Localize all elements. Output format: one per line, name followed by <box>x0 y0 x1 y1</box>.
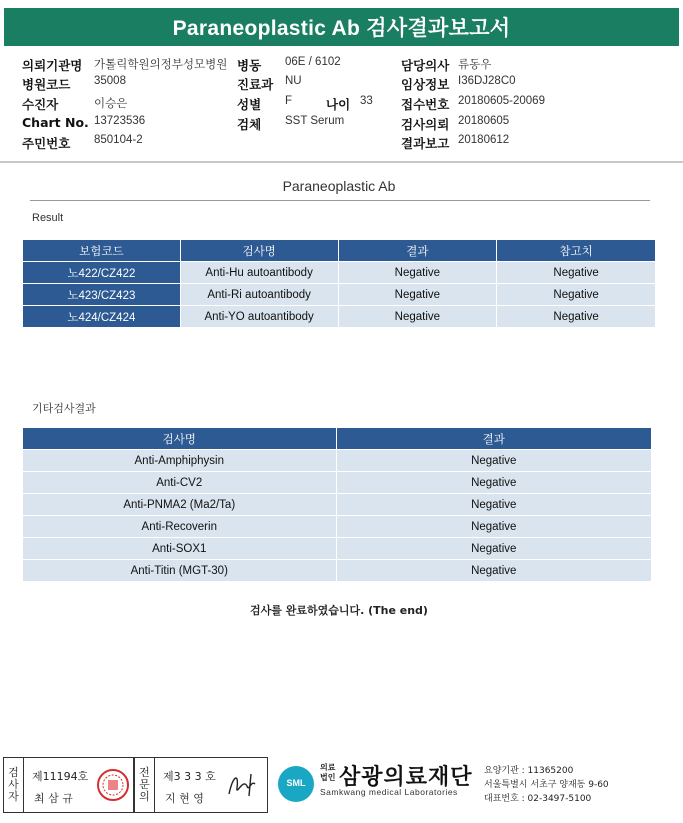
sex-value: F <box>285 95 293 107</box>
header-result: 결과 <box>336 428 651 450</box>
chart-value: 13723536 <box>94 115 146 127</box>
result-value: Negative <box>336 538 651 560</box>
specimen-label: 검체 <box>237 117 262 132</box>
other-results-label: 기타검사결과 <box>32 403 96 415</box>
tester-name: 최 삼 규 <box>34 792 73 805</box>
table-row <box>23 516 652 538</box>
org-address: 서울특별시 서초구 양재동 9-60 <box>484 780 609 790</box>
specialist-label: 전 문 의 <box>135 758 155 812</box>
test-name: Anti-Amphiphysin <box>23 450 337 472</box>
table-row <box>23 450 652 472</box>
tester-license: 제11194호 <box>32 770 89 783</box>
ward-value: 06E / 6102 <box>285 56 341 68</box>
table-row <box>23 494 652 516</box>
result-value: Negative <box>336 516 651 538</box>
hospital-value: 가톨릭학원의정부성모병원 <box>94 59 228 71</box>
clinical-value: I36DJ28C0 <box>458 75 516 87</box>
test-name: Anti-Titin (MGT-30) <box>23 560 337 582</box>
result-value: Negative <box>336 560 651 582</box>
id-value: 850104-2 <box>94 134 143 146</box>
result-value: Negative <box>336 450 651 472</box>
result-value: Negative <box>338 262 497 284</box>
reference-value: Negative <box>497 284 656 306</box>
org-code: 요양기관 : 11365200 <box>484 766 574 776</box>
result-value: Negative <box>336 494 651 516</box>
handwritten-signature-icon <box>225 766 263 804</box>
insurance-code: 노424/CZ424 <box>23 306 181 328</box>
patient-value: 이승은 <box>94 98 128 110</box>
dept-value: NU <box>285 75 302 87</box>
age-label: 나이 <box>326 97 351 112</box>
specialist-name: 지 현 영 <box>165 792 204 805</box>
test-name: Anti-YO autoantibody <box>180 306 338 328</box>
report-date-value: 20180612 <box>458 134 510 146</box>
tester-label: 검 사 자 <box>4 758 24 812</box>
test-name: Anti-PNMA2 (Ma2/Ta) <box>23 494 337 516</box>
result-value: Negative <box>338 306 497 328</box>
header-test-name: 검사명 <box>23 428 337 450</box>
report-title: Paraneoplastic Ab 검사결과보고서 <box>4 8 679 46</box>
header-insurance-code: 보험코드 <box>23 240 181 262</box>
table-row <box>23 538 652 560</box>
request-label: 검사의뢰 <box>401 117 450 132</box>
table-row <box>23 262 656 284</box>
org-type: 의료 법인 <box>320 763 336 782</box>
org-name-en: Samkwang medical Laboratories <box>320 787 458 797</box>
insurance-code: 노423/CZ423 <box>23 284 181 306</box>
table-row <box>23 560 652 582</box>
result-value: Negative <box>338 284 497 306</box>
code-value: 35008 <box>94 75 126 87</box>
receipt-value: 20180605-20069 <box>458 95 545 107</box>
patient-label: 수진자 <box>22 97 59 112</box>
specimen-value: SST Serum <box>285 115 345 127</box>
result-value: Negative <box>336 472 651 494</box>
specialist-signature-box <box>134 757 268 813</box>
test-name: Anti-Recoverin <box>23 516 337 538</box>
footer <box>0 754 683 819</box>
test-name: Anti-CV2 <box>23 472 337 494</box>
table-row <box>23 472 652 494</box>
header-result: 결과 <box>338 240 497 262</box>
clinical-label: 임상정보 <box>401 77 450 92</box>
org-name: 삼광의료재단 <box>339 765 473 790</box>
org-phone: 대표번호 : 02-3497-5100 <box>484 794 592 804</box>
hospital-label: 의뢰기관명 <box>22 58 83 73</box>
heading-rule <box>30 200 650 201</box>
other-results-table <box>22 427 652 582</box>
result-header-row <box>23 240 656 262</box>
header-test-name: 검사명 <box>180 240 338 262</box>
test-name: Anti-Hu autoantibody <box>180 262 338 284</box>
seal-stamp-icon <box>96 768 130 802</box>
reference-value: Negative <box>497 306 656 328</box>
result-table <box>22 239 656 328</box>
specialist-license: 제3 3 3 호 <box>163 770 216 783</box>
request-value: 20180605 <box>458 115 510 127</box>
report-heading: Paraneoplastic Ab <box>282 178 396 194</box>
sex-label: 성별 <box>237 97 262 112</box>
report-date-label: 결과보고 <box>401 136 450 151</box>
code-label: 병원코드 <box>22 77 71 92</box>
doctor-value: 류동우 <box>458 59 492 71</box>
result-label: Result <box>32 212 64 224</box>
sml-logo-icon: SML <box>278 766 314 802</box>
patient-info <box>0 52 683 157</box>
age-value: 33 <box>360 95 373 107</box>
tester-signature-box <box>3 757 134 813</box>
ward-label: 병동 <box>237 58 262 73</box>
end-note: 검사를 완료하였습니다. (The end) <box>250 604 428 617</box>
table-row <box>23 284 656 306</box>
doctor-label: 담당의사 <box>401 58 450 73</box>
header-divider <box>0 161 683 163</box>
test-name: Anti-Ri autoantibody <box>180 284 338 306</box>
receipt-label: 접수번호 <box>401 97 450 112</box>
table-row <box>23 306 656 328</box>
chart-label: Chart No. <box>22 115 89 130</box>
report-body <box>22 166 656 621</box>
test-name: Anti-SOX1 <box>23 538 337 560</box>
reference-value: Negative <box>497 262 656 284</box>
dept-label: 진료과 <box>237 77 274 92</box>
other-header-row <box>23 428 652 450</box>
insurance-code: 노422/CZ422 <box>23 262 181 284</box>
header-reference: 참고치 <box>497 240 656 262</box>
id-label: 주민번호 <box>22 136 71 151</box>
